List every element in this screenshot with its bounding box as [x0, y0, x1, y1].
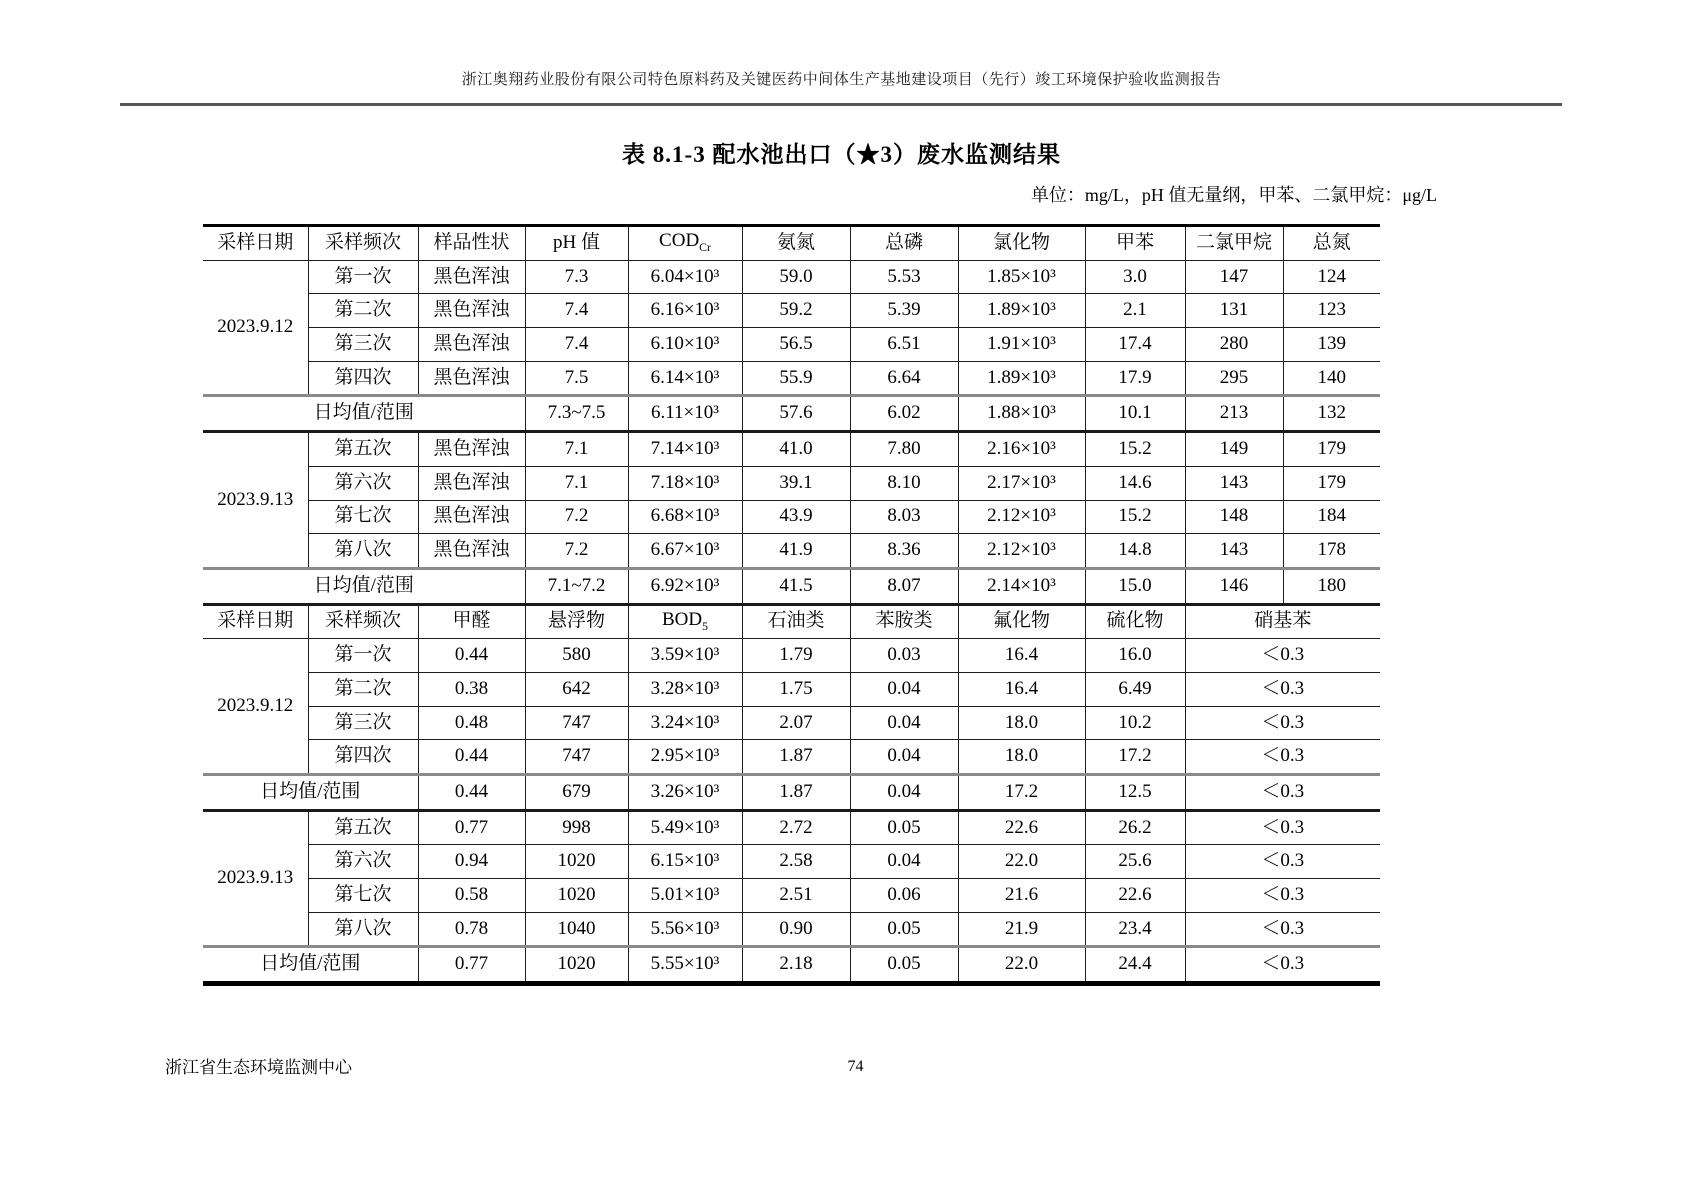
table-cell: 16.4 [958, 672, 1085, 706]
table-cell: 12.5 [1085, 775, 1185, 811]
table-row [203, 639, 1380, 673]
table-cell: 8.10 [850, 466, 958, 500]
table-row [203, 328, 1380, 362]
table-cell: 3.59×10³ [628, 639, 742, 673]
table-cell: ＜0.3 [1185, 947, 1380, 984]
table-cell: 184 [1283, 500, 1380, 534]
table-cell: 1.87 [742, 775, 850, 811]
table-cell: 1.88×10³ [958, 396, 1085, 432]
table-row [203, 500, 1380, 534]
table-cell: 3.26×10³ [628, 775, 742, 811]
table-cell: 1.87 [742, 740, 850, 775]
table-cell: 18.0 [958, 740, 1085, 775]
table-cell: 5.49×10³ [628, 810, 742, 845]
monitoring-results-table [203, 224, 1380, 986]
table-cell: 6.04×10³ [628, 260, 742, 294]
table-cell: 143 [1185, 534, 1283, 569]
table-cell: 22.0 [958, 947, 1085, 984]
column-header-cell: 石油类 [742, 604, 850, 639]
table-cell: 149 [1185, 432, 1283, 467]
table-cell: 1040 [525, 912, 628, 947]
table-cell: 0.05 [850, 912, 958, 947]
unit-note: 单位：mg/L，pH 值无量纲，甲苯、二氯甲烷：μg/L [1030, 185, 1437, 205]
table-cell: 2023.9.13 [203, 810, 308, 947]
table-cell: 23.4 [1085, 912, 1185, 947]
table-cell: 2023.9.12 [203, 260, 308, 396]
column-header-cell: 悬浮物 [525, 604, 628, 639]
table-cell: 6.64 [850, 361, 958, 396]
table-cell: 14.6 [1085, 466, 1185, 500]
table-cell: 0.04 [850, 845, 958, 879]
table-cell: 6.10×10³ [628, 328, 742, 362]
table-cell: 21.6 [958, 879, 1085, 913]
table-cell: 6.67×10³ [628, 534, 742, 569]
table-cell: 2.16×10³ [958, 432, 1085, 467]
table-cell: 25.6 [1085, 845, 1185, 879]
table-cell: 1.89×10³ [958, 361, 1085, 396]
column-header-cell: 硝基苯 [1185, 604, 1380, 639]
table-cell: 第七次 [308, 500, 418, 534]
table-row [203, 706, 1380, 740]
table-cell: 22.6 [958, 810, 1085, 845]
table-cell: 第六次 [308, 466, 418, 500]
table-cell: 14.8 [1085, 534, 1185, 569]
column-header-cell: 二氯甲烷 [1185, 226, 1283, 261]
table-cell: 黑色浑浊 [418, 534, 525, 569]
table-cell: 1020 [525, 947, 628, 984]
table-cell: 140 [1283, 361, 1380, 396]
table-cell: 2.12×10³ [958, 534, 1085, 569]
table-cell: 0.04 [850, 706, 958, 740]
table-cell: 580 [525, 639, 628, 673]
table-cell: 0.06 [850, 879, 958, 913]
table-cell: 6.11×10³ [628, 396, 742, 432]
table-row [203, 845, 1380, 879]
column-header-cell: 氯化物 [958, 226, 1085, 261]
table-cell: 7.3 [525, 260, 628, 294]
table-header-row [203, 226, 1380, 261]
table-cell: 2.14×10³ [958, 568, 1085, 604]
table-cell: 57.6 [742, 396, 850, 432]
table-cell: 7.2 [525, 534, 628, 569]
page-number: 74 [847, 1058, 864, 1075]
table-cell: 124 [1283, 260, 1380, 294]
table-cell: 7.5 [525, 361, 628, 396]
table-cell: 24.4 [1085, 947, 1185, 984]
table-cell: 黑色浑浊 [418, 328, 525, 362]
table-cell: 747 [525, 706, 628, 740]
table-cell: 7.3~7.5 [525, 396, 628, 432]
table-cell: 黑色浑浊 [418, 500, 525, 534]
table-cell: ＜0.3 [1185, 810, 1380, 845]
table-cell: 2023.9.12 [203, 639, 308, 775]
table-row [203, 432, 1380, 467]
table-row [203, 879, 1380, 913]
table-cell: 132 [1283, 396, 1380, 432]
table-cell: 0.90 [742, 912, 850, 947]
table-row [203, 361, 1380, 396]
table-cell: 1.85×10³ [958, 260, 1085, 294]
table-cell: 5.56×10³ [628, 912, 742, 947]
table-cell: 56.5 [742, 328, 850, 362]
column-header-cell: 采样频次 [308, 226, 418, 261]
table-cell: 8.03 [850, 500, 958, 534]
table-cell: 131 [1185, 294, 1283, 328]
table-cell: 0.04 [850, 672, 958, 706]
table-cell: 3.24×10³ [628, 706, 742, 740]
table-cell: 178 [1283, 534, 1380, 569]
column-header-cell: 总磷 [850, 226, 958, 261]
table-cell: 0.05 [850, 947, 958, 984]
table-cell: 日均值/范围 [203, 396, 525, 432]
table-cell: 148 [1185, 500, 1283, 534]
table-cell: 6.92×10³ [628, 568, 742, 604]
table-header-row [203, 604, 1380, 639]
column-header-cell: 甲醛 [418, 604, 525, 639]
table-cell: 146 [1185, 568, 1283, 604]
table-cell: 5.39 [850, 294, 958, 328]
table-cell: 179 [1283, 466, 1380, 500]
table-cell: 679 [525, 775, 628, 811]
table-cell: 黑色浑浊 [418, 432, 525, 467]
table-cell: 10.2 [1085, 706, 1185, 740]
table-cell: 7.14×10³ [628, 432, 742, 467]
column-header-cell: 苯胺类 [850, 604, 958, 639]
table-cell: 8.36 [850, 534, 958, 569]
table-cell: 0.77 [418, 810, 525, 845]
table-cell: 日均值/范围 [203, 568, 525, 604]
table-cell: 15.2 [1085, 500, 1185, 534]
table-cell: 41.9 [742, 534, 850, 569]
table-cell: 第八次 [308, 534, 418, 569]
table-cell: 黑色浑浊 [418, 294, 525, 328]
footer-organization: 浙江省生态环境监测中心 [165, 1058, 352, 1077]
table-cell: 6.14×10³ [628, 361, 742, 396]
table-cell: 黑色浑浊 [418, 466, 525, 500]
table-cell: 2.72 [742, 810, 850, 845]
table-cell: 6.51 [850, 328, 958, 362]
table-cell: 6.68×10³ [628, 500, 742, 534]
table-cell: 0.44 [418, 775, 525, 811]
table-cell: 22.6 [1085, 879, 1185, 913]
table-cell: 5.01×10³ [628, 879, 742, 913]
table-cell: 2.51 [742, 879, 850, 913]
table-cell: 第五次 [308, 432, 418, 467]
column-header-cell: 甲苯 [1085, 226, 1185, 261]
table-cell: 59.0 [742, 260, 850, 294]
table-row [203, 947, 1380, 984]
table-cell: 2.12×10³ [958, 500, 1085, 534]
table-cell: 59.2 [742, 294, 850, 328]
table-cell: ＜0.3 [1185, 740, 1380, 775]
table-cell: 第四次 [308, 740, 418, 775]
table-row [203, 466, 1380, 500]
table-cell: 7.1~7.2 [525, 568, 628, 604]
table-row [203, 810, 1380, 845]
table-cell: 17.2 [1085, 740, 1185, 775]
table-cell: 0.48 [418, 706, 525, 740]
table-cell: 第二次 [308, 294, 418, 328]
table-cell: 179 [1283, 432, 1380, 467]
table-cell: 10.1 [1085, 396, 1185, 432]
table-cell: 2023.9.13 [203, 432, 308, 569]
table-cell: 17.9 [1085, 361, 1185, 396]
table-cell: 1020 [525, 879, 628, 913]
table-cell: 第一次 [308, 260, 418, 294]
table-cell: 180 [1283, 568, 1380, 604]
table-row [203, 775, 1380, 811]
table-cell: ＜0.3 [1185, 912, 1380, 947]
table-cell: ＜0.3 [1185, 879, 1380, 913]
table-row [203, 294, 1380, 328]
header-rule [120, 103, 1562, 106]
table-cell: 41.5 [742, 568, 850, 604]
table-cell: 7.1 [525, 432, 628, 467]
table-cell: 3.0 [1085, 260, 1185, 294]
subscript: 5 [702, 619, 708, 633]
table-cell: 黑色浑浊 [418, 361, 525, 396]
table-cell: 7.80 [850, 432, 958, 467]
table-cell: 0.05 [850, 810, 958, 845]
table-cell: 147 [1185, 260, 1283, 294]
table-cell: 6.02 [850, 396, 958, 432]
table-cell: 黑色浑浊 [418, 260, 525, 294]
column-header-cell: 氨氮 [742, 226, 850, 261]
table-cell: 41.0 [742, 432, 850, 467]
table-cell: 295 [1185, 361, 1283, 396]
column-header-cell: 硫化物 [1085, 604, 1185, 639]
table-cell: 5.55×10³ [628, 947, 742, 984]
table-cell: 22.0 [958, 845, 1085, 879]
table-cell: 第七次 [308, 879, 418, 913]
column-header-cell: 氟化物 [958, 604, 1085, 639]
table-row [203, 260, 1380, 294]
table-cell: 39.1 [742, 466, 850, 500]
table-cell: 日均值/范围 [203, 947, 418, 984]
column-header-cell: $BOD_5$ [628, 604, 742, 639]
table-cell: 17.2 [958, 775, 1085, 811]
table-cell: 6.49 [1085, 672, 1185, 706]
column-header-cell: 总氮 [1283, 226, 1380, 261]
column-header-cell: 采样频次 [308, 604, 418, 639]
table-row [203, 912, 1380, 947]
table-cell: 2.1 [1085, 294, 1185, 328]
table-title: 表 8.1-3 配水池出口（★3）废水监测结果 [622, 142, 1061, 167]
table-cell: 15.2 [1085, 432, 1185, 467]
table-cell: 0.04 [850, 775, 958, 811]
table-cell: 0.38 [418, 672, 525, 706]
table-cell: 16.0 [1085, 639, 1185, 673]
table-cell: ＜0.3 [1185, 775, 1380, 811]
table-cell: 15.0 [1085, 568, 1185, 604]
table-cell: 8.07 [850, 568, 958, 604]
table-cell: 642 [525, 672, 628, 706]
column-header-cell: $COD_{Cr}$ [628, 226, 742, 261]
table-cell: 998 [525, 810, 628, 845]
table-cell: 2.58 [742, 845, 850, 879]
table-cell: 2.18 [742, 947, 850, 984]
table-cell: 1.75 [742, 672, 850, 706]
column-header-cell: 采样日期 [203, 226, 308, 261]
table-cell: 0.04 [850, 740, 958, 775]
column-header-cell: 样品性状 [418, 226, 525, 261]
table-cell: 0.77 [418, 947, 525, 984]
table-cell: 747 [525, 740, 628, 775]
table-row [203, 740, 1380, 775]
table-cell: 第五次 [308, 810, 418, 845]
table-cell: 3.28×10³ [628, 672, 742, 706]
table-cell: 280 [1185, 328, 1283, 362]
table-cell: 55.9 [742, 361, 850, 396]
table-cell: 43.9 [742, 500, 850, 534]
table-cell: 5.53 [850, 260, 958, 294]
table-cell: 1.79 [742, 639, 850, 673]
table-cell: 7.1 [525, 466, 628, 500]
table-row [203, 534, 1380, 569]
table-cell: 6.15×10³ [628, 845, 742, 879]
column-header-cell: pH 值 [525, 226, 628, 261]
table-cell: 7.18×10³ [628, 466, 742, 500]
table-cell: 123 [1283, 294, 1380, 328]
table-cell: 第三次 [308, 706, 418, 740]
table-cell: 0.44 [418, 740, 525, 775]
table-cell: 0.78 [418, 912, 525, 947]
table-cell: 第八次 [308, 912, 418, 947]
table-cell: 7.2 [525, 500, 628, 534]
table-cell: ＜0.3 [1185, 672, 1380, 706]
table-row [203, 396, 1380, 432]
table-cell: ＜0.3 [1185, 845, 1380, 879]
table-cell: 第四次 [308, 361, 418, 396]
table-cell: 7.4 [525, 294, 628, 328]
table-cell: 1.89×10³ [958, 294, 1085, 328]
table-cell: 143 [1185, 466, 1283, 500]
table-cell: ＜0.3 [1185, 706, 1380, 740]
table-cell: 7.4 [525, 328, 628, 362]
table-cell: 139 [1283, 328, 1380, 362]
report-header-line: 浙江奥翔药业股份有限公司特色原料药及关键医药中间体生产基地建设项目（先行）竣工环境保护验收监测报告 [461, 72, 1222, 88]
table-cell: 213 [1185, 396, 1283, 432]
monitoring-table-body [203, 226, 1380, 984]
table-cell: ＜0.3 [1185, 639, 1380, 673]
table-row [203, 568, 1380, 604]
table-cell: 26.2 [1085, 810, 1185, 845]
table-cell: 第二次 [308, 672, 418, 706]
table-cell: 0.44 [418, 639, 525, 673]
table-cell: 第一次 [308, 639, 418, 673]
table-cell: 2.17×10³ [958, 466, 1085, 500]
table-cell: 16.4 [958, 639, 1085, 673]
subscript: Cr [699, 241, 711, 255]
column-header-cell: 采样日期 [203, 604, 308, 639]
table-cell: 0.03 [850, 639, 958, 673]
table-cell: 1020 [525, 845, 628, 879]
table-cell: 18.0 [958, 706, 1085, 740]
table-row [203, 672, 1380, 706]
table-cell: 0.94 [418, 845, 525, 879]
table-cell: 日均值/范围 [203, 775, 418, 811]
table-cell: 1.91×10³ [958, 328, 1085, 362]
table-cell: 2.07 [742, 706, 850, 740]
table-cell: 2.95×10³ [628, 740, 742, 775]
table-cell: 第三次 [308, 328, 418, 362]
table-cell: 第六次 [308, 845, 418, 879]
table-cell: 21.9 [958, 912, 1085, 947]
table-cell: 0.58 [418, 879, 525, 913]
table-cell: 17.4 [1085, 328, 1185, 362]
table-cell: 6.16×10³ [628, 294, 742, 328]
